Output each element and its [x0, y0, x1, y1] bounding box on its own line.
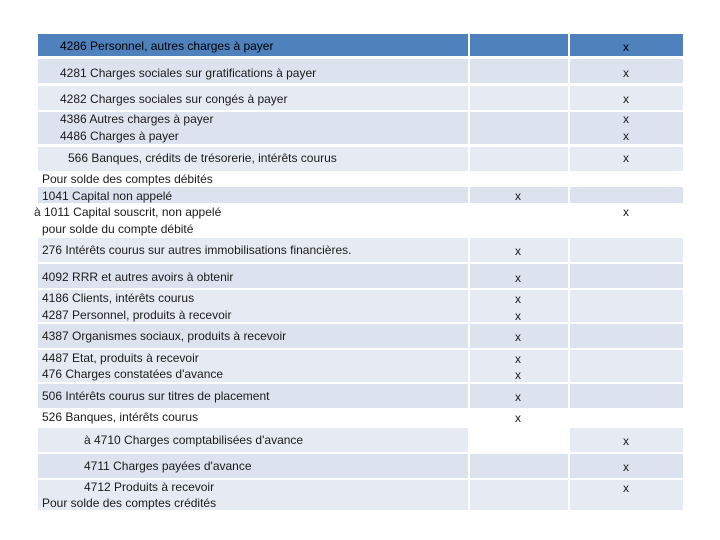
row-566-label: 566 Banques, crédits de trésorerie, intérêts courus — [68, 151, 337, 165]
row-4287-debit-mark: x — [515, 309, 521, 323]
row-4092-credit-band — [570, 264, 683, 288]
row-4387-label: 4387 Organismes sociaux, produits à recevoir — [42, 329, 287, 343]
row-4386-label: 4386 Autres charges à payer — [60, 112, 214, 126]
row-526-label: 526 Banques, intérêts courus — [42, 410, 199, 424]
row-4282-credit-mark: x — [623, 92, 629, 106]
row-4486-credit-mark: x — [623, 129, 629, 143]
row-4710-label: à 4710 Charges comptabilisées d'avance — [84, 433, 304, 447]
row-276-label: 276 Intérêts courus sur autres immobilisations financières. — [42, 243, 352, 257]
row-276-credit-band — [570, 238, 683, 262]
row-1041-debit-mark: x — [515, 189, 521, 203]
row-276-debit-mark: x — [515, 244, 521, 258]
row-4487-label: 4487 Etat, produits à recevoir — [42, 351, 199, 365]
row-566-debit-band — [470, 147, 568, 171]
row-4286-credit-mark: x — [623, 40, 629, 54]
row-4186-label: 4186 Clients, intérêts courus — [42, 291, 195, 305]
row-566-credit-mark: x — [623, 151, 629, 165]
row-1011-credit-mark: x — [623, 205, 629, 219]
row-4287-label: 4287 Personnel, produits à recevoir — [42, 308, 232, 322]
row-506-label: 506 Intérêts courus sur titres de placement — [42, 389, 270, 403]
row-capital-credit-band — [570, 187, 683, 203]
row-4712-credit-mark: x — [623, 481, 629, 495]
solde-compte-debite-label: pour solde du compte débité — [42, 222, 194, 236]
row-4186-debit-mark: x — [515, 292, 521, 306]
row-4387-debit-mark: x — [515, 330, 521, 344]
row-4386-debit-band — [470, 112, 568, 144]
row-4487-debit-mark: x — [515, 352, 521, 366]
solde-credites-label: Pour solde des comptes crédités — [42, 496, 217, 510]
row-4711-credit-mark: x — [623, 460, 629, 474]
row-4282-debit-band — [470, 86, 568, 110]
row-1041-label: 1041 Capital non appelé — [42, 189, 173, 203]
row-506-debit-mark: x — [515, 390, 521, 404]
row-4486-label: 4486 Charges à payer — [60, 129, 179, 143]
row-4281-credit-mark: x — [623, 66, 629, 80]
row-4710-credit-mark: x — [623, 434, 629, 448]
row-4712-debit-band — [470, 480, 568, 510]
row-4092-debit-mark: x — [515, 271, 521, 285]
row-4711-debit-band — [470, 454, 568, 478]
row-4387-credit-band — [570, 324, 683, 348]
row-4092-label: 4092 RRR et autres avoirs à obtenir — [42, 270, 234, 284]
row-4186-credit-band — [570, 290, 683, 322]
row-4282-label: 4282 Charges sociales sur congés à payer — [60, 92, 288, 106]
row-4711-label: 4711 Charges payées d'avance — [84, 459, 252, 473]
row-506-credit-band — [570, 384, 683, 408]
row-4386-credit-mark: x — [623, 112, 629, 126]
row-4487-credit-band — [570, 350, 683, 382]
row-476-label: 476 Charges constatées d'avance — [42, 367, 224, 381]
row-1011-label: à 1011 Capital souscrit, non appelé — [34, 205, 222, 219]
row-4286-debit-band — [470, 34, 568, 56]
solde-debites-label: Pour solde des comptes débités — [42, 172, 213, 186]
row-4712-label: 4712 Produits à recevoir — [84, 480, 215, 494]
row-526-debit-mark: x — [515, 411, 521, 425]
row-4281-label: 4281 Charges sociales sur gratifications à payer — [60, 66, 317, 80]
row-476-debit-mark: x — [515, 368, 521, 382]
row-4281-debit-band — [470, 59, 568, 83]
row-4286-label: 4286 Personnel, autres charges à payer — [60, 39, 274, 53]
